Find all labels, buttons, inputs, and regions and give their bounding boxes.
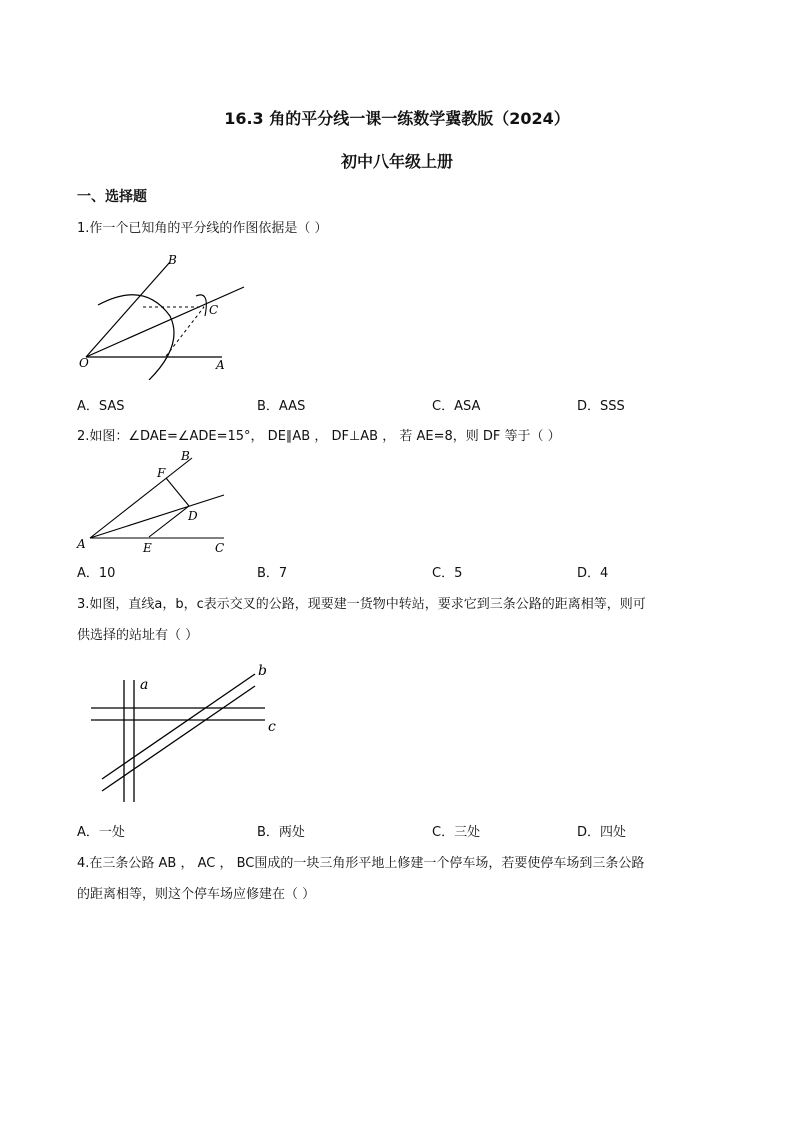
label-d: D bbox=[188, 509, 198, 523]
question-3-text-line2: 供选择的站址有（ ） bbox=[77, 628, 199, 643]
label-road-c: c bbox=[268, 719, 276, 735]
question-4-text-line1: 4.在三条公路 AB ， AC ， BC围成的一块三角形平地上修建一个停车场，若要使停车场到三条公路 bbox=[77, 856, 645, 871]
q3-option-d[interactable]: D．四处 bbox=[577, 825, 627, 840]
question-1-text: 1.作一个已知角的平分线的作图依据是（ ） bbox=[77, 221, 328, 236]
road-b-lower bbox=[102, 686, 255, 791]
label-c: C bbox=[209, 303, 219, 317]
ray-ob bbox=[86, 262, 170, 357]
line-ab bbox=[90, 458, 192, 538]
label-road-b: b bbox=[258, 663, 267, 679]
label-b: B bbox=[181, 449, 190, 463]
q1-option-b[interactable]: B．AAS bbox=[257, 399, 306, 414]
question-3-text-line1: 3.如图，直线a，b，c表示交叉的公路，现要建一货物中转站，要求它到三条公路的距离相等，则可 bbox=[77, 597, 646, 612]
question-4-text-line2: 的距离相等，则这个停车场应修建在（ ） bbox=[77, 887, 316, 902]
q3-option-c[interactable]: C．三处 bbox=[432, 825, 481, 840]
q1-option-a[interactable]: A．SAS bbox=[77, 399, 125, 414]
line-ad bbox=[90, 495, 224, 538]
ray-oc bbox=[86, 287, 244, 357]
q3-option-b[interactable]: B．两处 bbox=[257, 825, 305, 840]
label-a: A bbox=[77, 537, 86, 551]
question-2-figure bbox=[74, 448, 234, 558]
document-subtitle: 初中八年级上册 bbox=[340, 152, 453, 171]
section-heading: 一、选择题 bbox=[77, 189, 147, 205]
q3-option-a[interactable]: A．一处 bbox=[77, 825, 125, 840]
q2-option-c[interactable]: C．5 bbox=[432, 566, 463, 581]
label-e: E bbox=[143, 541, 152, 555]
question-2-text: 2.如图：∠DAE=∠ADE=15°， DE∥AB ， DF⊥AB ， 若 AE=8，则 DF 等于（ ） bbox=[77, 429, 561, 444]
label-road-a: a bbox=[140, 677, 149, 693]
label-f: F bbox=[157, 466, 166, 480]
q2-option-d[interactable]: D．4 bbox=[577, 566, 609, 581]
question-1-figure bbox=[74, 250, 254, 380]
q2-option-b[interactable]: B．7 bbox=[257, 566, 288, 581]
document-title: 16.3 角的平分线一课一练数学冀教版（2024） bbox=[224, 109, 570, 128]
label-b: B bbox=[168, 253, 177, 267]
q2-option-a[interactable]: A．10 bbox=[77, 566, 116, 581]
road-b-upper bbox=[102, 674, 255, 779]
label-o: O bbox=[79, 356, 89, 370]
line-de bbox=[149, 506, 189, 537]
dashed-line-2 bbox=[166, 307, 204, 356]
line-df bbox=[166, 478, 189, 506]
construction-arc bbox=[98, 295, 174, 380]
q1-option-d[interactable]: D．SSS bbox=[577, 399, 625, 414]
label-c: C bbox=[215, 541, 225, 555]
question-3-figure bbox=[80, 655, 290, 810]
q1-option-c[interactable]: C．ASA bbox=[432, 399, 481, 414]
label-a: A bbox=[216, 358, 225, 372]
